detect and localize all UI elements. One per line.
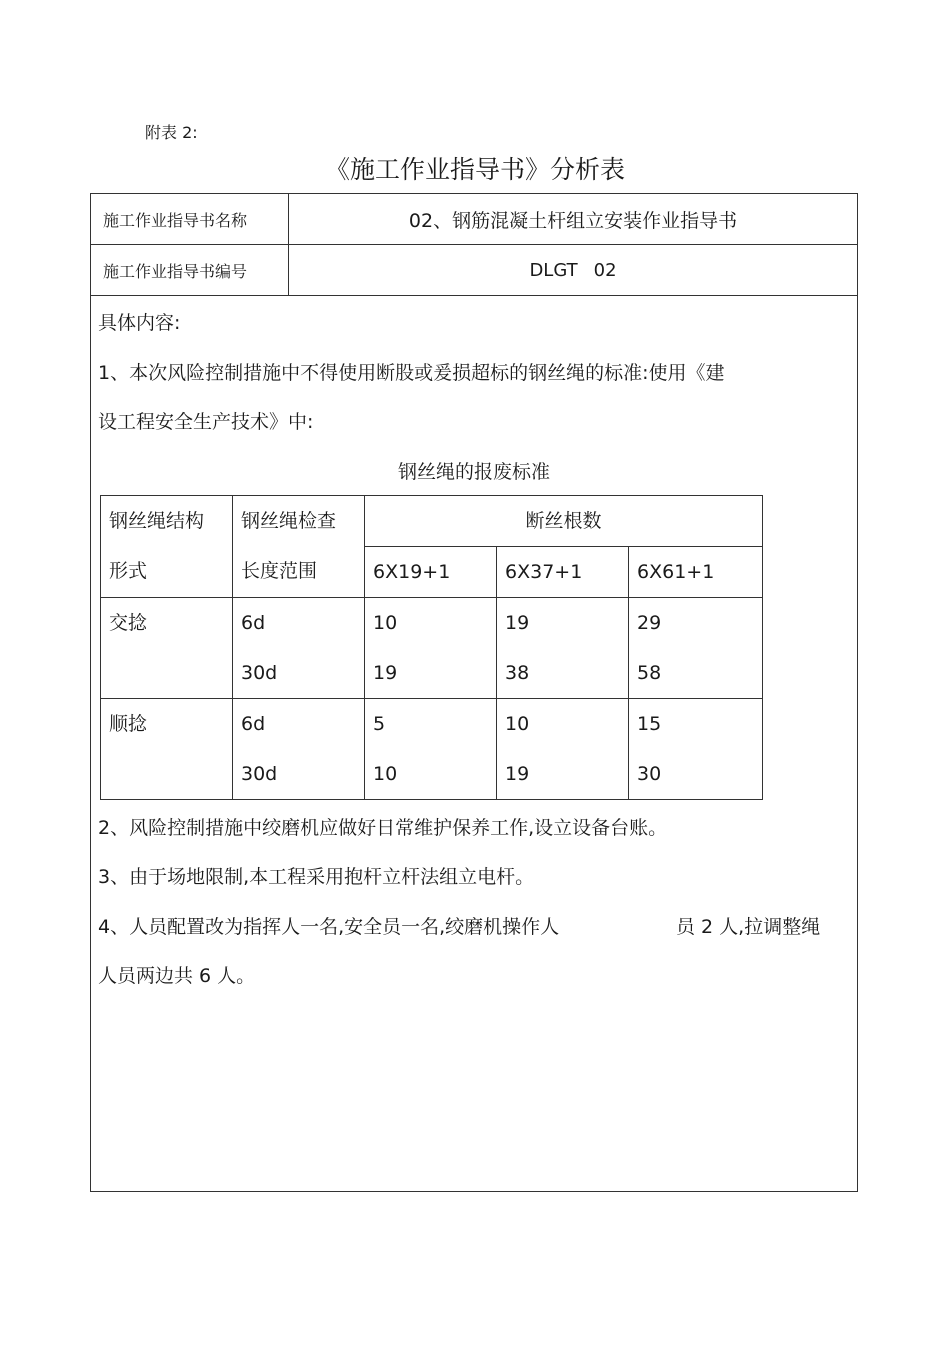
header-structure-cell xyxy=(101,496,233,598)
length-value: 30d xyxy=(241,763,278,785)
table-row xyxy=(101,699,763,800)
header-broken-wires-text: 断丝根数 xyxy=(525,510,602,532)
count-cell xyxy=(497,699,629,800)
header-length-line2: 长度范围 xyxy=(241,560,318,582)
guide-code-label: 施工作业指导书编号 xyxy=(91,245,289,295)
guide-code-row xyxy=(91,245,857,296)
count-value: 30 xyxy=(637,763,662,785)
type-6x37: 6X37+1 xyxy=(505,561,583,583)
type-cell xyxy=(629,547,763,598)
count-value: 5 xyxy=(373,713,386,735)
count-value: 10 xyxy=(373,763,398,785)
count-cell xyxy=(365,598,497,699)
count-value: 19 xyxy=(373,662,398,684)
type-cell xyxy=(365,547,497,598)
content-heading: 具体内容: xyxy=(98,312,181,334)
guide-name-row xyxy=(91,194,857,245)
length-cell xyxy=(233,699,365,800)
count-cell xyxy=(629,598,763,699)
header-length-cell xyxy=(233,496,365,598)
item1-line1: 1、本次风险控制措施中不得使用断股或爰损超标的钢丝绳的标准:使用《建 xyxy=(98,362,725,384)
length-value: 6d xyxy=(241,713,266,735)
page-title: 《施工作业指导书》分析表 xyxy=(324,155,625,184)
item4-line1-part2: 员 2 人,拉调整绳 xyxy=(676,916,821,938)
guide-code-number: 02 xyxy=(593,259,617,281)
header-structure-line2: 形式 xyxy=(109,560,148,582)
wire-rope-table-title: 钢丝绳的报废标准 xyxy=(397,461,550,483)
table-row xyxy=(101,598,763,699)
guide-code-value xyxy=(289,245,857,295)
guide-name-value: 02、钢筋混凝土杆组立安装作业指导书 xyxy=(408,209,738,232)
count-value: 19 xyxy=(505,612,530,634)
count-value: 10 xyxy=(505,713,530,735)
length-cell xyxy=(233,598,365,699)
count-value: 38 xyxy=(505,662,530,684)
header-length-line1: 钢丝绳检查 xyxy=(241,510,337,532)
form-cell xyxy=(101,598,233,699)
type-6x61: 6X61+1 xyxy=(637,561,715,583)
form-label: 顺捻 xyxy=(109,713,148,735)
count-cell xyxy=(497,598,629,699)
item1-line2: 设工程安全生产技术》中: xyxy=(98,411,314,433)
count-value: 58 xyxy=(637,662,662,684)
item2-text: 2、风险控制措施中绞磨机应做好日常维护保养工作,设立设备台账。 xyxy=(98,817,668,839)
wire-rope-scrap-table xyxy=(100,495,763,800)
item4-line1-part1: 4、人员配置改为指挥人一名,安全员一名,绞磨机操作人 xyxy=(98,916,560,938)
guide-name-label: 施工作业指导书名称 xyxy=(91,194,289,244)
form-label: 交捻 xyxy=(109,612,148,634)
appendix-label: 附表 2: xyxy=(145,123,198,142)
length-value: 30d xyxy=(241,662,278,684)
count-value: 29 xyxy=(637,612,662,634)
count-value: 15 xyxy=(637,713,662,735)
item4-line2: 人员两边共 6 人。 xyxy=(98,965,256,987)
table-header-row-1 xyxy=(101,496,763,547)
guide-code-prefix: DLGT xyxy=(529,259,578,281)
item3-text: 3、由于场地限制,本工程采用抱杆立杆法组立电杆。 xyxy=(98,866,535,888)
length-value: 6d xyxy=(241,612,266,634)
count-cell xyxy=(365,699,497,800)
count-value: 19 xyxy=(505,763,530,785)
count-cell xyxy=(629,699,763,800)
header-broken-wires xyxy=(365,496,763,547)
header-structure-line1: 钢丝绳结构 xyxy=(109,510,205,532)
type-6x19: 6X19+1 xyxy=(373,561,451,583)
type-cell xyxy=(497,547,629,598)
form-cell xyxy=(101,699,233,800)
count-value: 10 xyxy=(373,612,398,634)
